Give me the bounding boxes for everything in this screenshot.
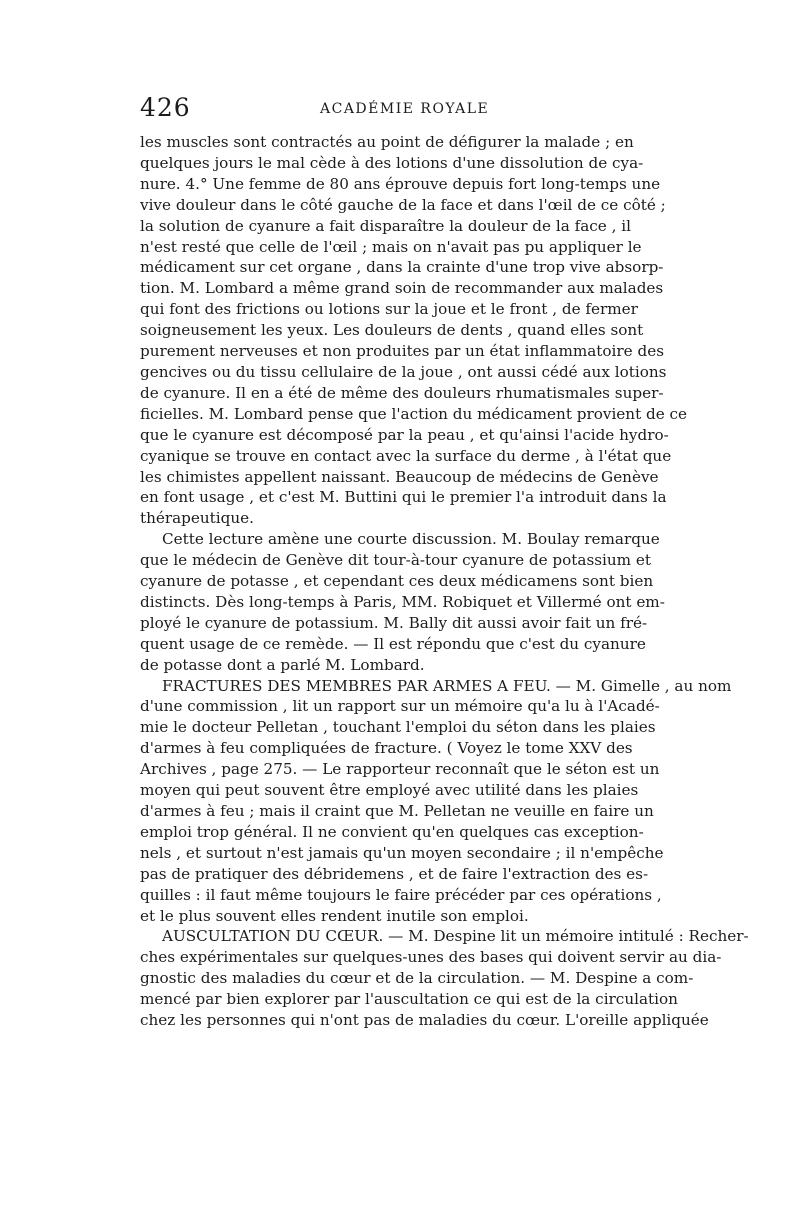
section-heading-auscultation: AUSCULTATION DU CŒUR. — M. Despine lit un mémoire intitulé : Recher- — [162, 927, 749, 946]
text-line: médicament sur cet organe , dans la crainte d'une trop vive absorp- — [140, 258, 664, 277]
text-line: Cette lecture amène une courte discussion. M. Boulay remarque — [162, 530, 660, 549]
paragraph-lombard-cyanure — [140, 132, 688, 529]
body-text — [140, 132, 749, 1031]
text-line: purement nerveuses et non produites par un état inflammatoire des — [140, 342, 664, 361]
text-line: quilles : il faut même toujours le faire précéder par ces opérations , — [140, 885, 662, 904]
text-line: tion. M. Lombard a même grand soin de recommander aux malades — [140, 279, 664, 298]
text-line: gencives ou du tissu cellulaire de la joue , ont aussi cédé aux lotions — [140, 362, 667, 381]
text-line: que le médecin de Genève dit tour-à-tour cyanure de potassium et — [140, 551, 652, 570]
text-line: la solution de cyanure a fait disparaître la douleur de la face , il — [140, 216, 631, 235]
text-line: quent usage de ce remède. — Il est répondu que c'est du cyanure — [140, 634, 646, 653]
text-line: vive douleur dans le côté gauche de la face et dans l'œil de ce côté ; — [140, 195, 666, 214]
section-heading-fractures: FRACTURES DES MEMBRES PAR ARMES A FEU. — M. Gimelle , au nom — [162, 676, 732, 695]
text-line: Archives , page 275. — Le rapporteur reconnaît que le séton est un — [140, 760, 660, 779]
paragraph-auscultation — [140, 926, 749, 1031]
text-line: ployé le cyanure de potassium. M. Bally dit aussi avoir fait un fré- — [140, 613, 648, 632]
text-line: mie le docteur Pelletan , touchant l'emploi du séton dans les plaies — [140, 718, 656, 737]
text-line: moyen qui peut souvent être employé avec utilité dans les plaies — [140, 781, 639, 800]
text-line: gnostic des maladies du cœur et de la circulation. — M. Despine a com- — [140, 969, 694, 988]
text-line: en font usage , et c'est M. Buttini qui le premier l'a introduit dans la — [140, 488, 667, 507]
text-line: d'armes à feu ; mais il craint que M. Pelletan ne veuille en faire un — [140, 802, 654, 820]
text-line: de potasse dont a parlé M. Lombard. — [140, 655, 425, 674]
text-line: emploi trop général. Il ne convient qu'en quelques cas exception- — [140, 822, 644, 841]
text-line: nels , et surtout n'est jamais qu'un moyen secondaire ; il n'empêche — [140, 843, 664, 862]
paragraph-fractures — [140, 676, 732, 927]
text-line: distincts. Dès long-temps à Paris, MM. Robiquet et Villermé ont em- — [140, 592, 665, 611]
text-line: de cyanure. Il en a été de même des douleurs rhumatismales super- — [140, 383, 664, 402]
text-line: mencé par bien explorer par l'auscultation ce qui est de la circulation — [140, 990, 678, 1009]
paragraph-discussion — [140, 529, 665, 675]
text-line: d'armes à feu compliquées de fracture. ( Voyez le tome XXV des — [140, 739, 633, 758]
text-line: cyanure de potasse , et cependant ces deux médicamens sont bien — [140, 572, 654, 591]
text-line: ficielles. M. Lombard pense que l'action du médicament provient de ce — [140, 404, 688, 423]
text-line: n'est resté que celle de l'œil ; mais on n'avait pas pu appliquer le — [140, 237, 642, 256]
text-line: qui font des frictions ou lotions sur la joue et le front , de fermer — [140, 300, 638, 319]
text-line: cyanique se trouve en contact avec la surface du derme , à l'état que — [140, 446, 672, 465]
text-line: pas de pratiquer des débridemens , et de faire l'extraction des es- — [140, 864, 649, 883]
text-line: d'une commission , lit un rapport sur un mémoire qu'a lu à l'Acadé- — [140, 697, 660, 716]
page-number: 426 — [140, 93, 191, 122]
text-line: soigneusement les yeux. Les douleurs de dents , quand elles sont — [140, 321, 644, 340]
text-line: ches expérimentales sur quelques-unes des bases qui doivent servir au dia- — [140, 948, 722, 967]
text-line: que le cyanure est décomposé par la peau , et qu'ainsi l'acide hydro- — [140, 425, 669, 444]
text-line: et le plus souvent elles rendent inutile son emploi. — [140, 906, 529, 925]
text-line: chez les personnes qui n'ont pas de maladies du cœur. L'oreille appliquée — [140, 1011, 709, 1030]
text-line: les chimistes appellent naissant. Beaucoup de médecins de Genève — [140, 467, 659, 486]
text-line: nure. 4.° Une femme de 80 ans éprouve depuis fort long-temps une — [140, 174, 661, 193]
text-line: thérapeutique. — [140, 509, 254, 528]
text-line: quelques jours le mal cède à des lotions d'une dissolution de cya- — [140, 153, 644, 172]
page-header — [140, 92, 662, 124]
running-head: ACADÉMIE ROYALE — [320, 101, 490, 117]
text-line: les muscles sont contractés au point de défigurer la malade ; en — [140, 133, 634, 151]
